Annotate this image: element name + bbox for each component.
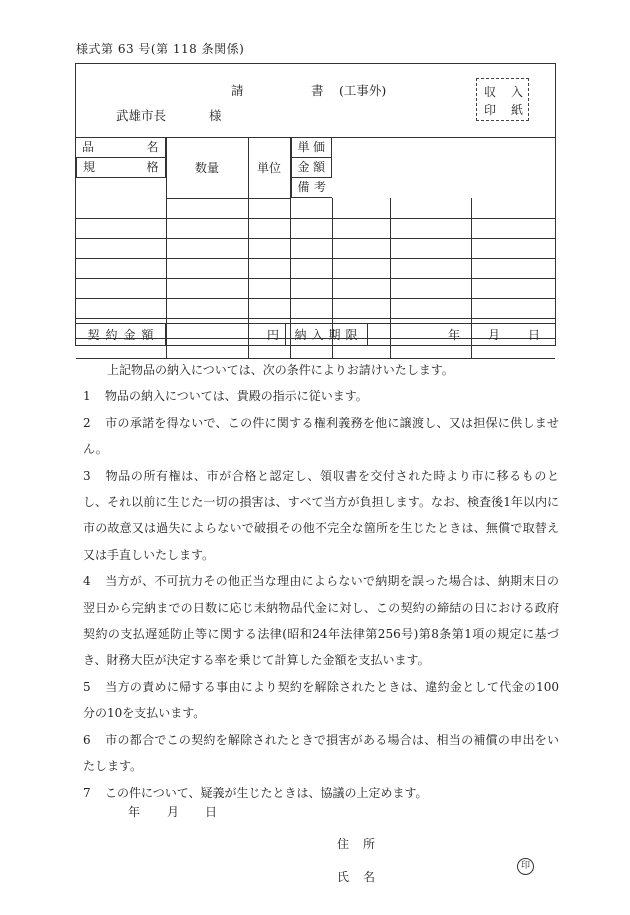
address-label: 住所: [337, 837, 390, 851]
clause-text: 市の承諾を得ないで、この件に関する権利義務を他に譲渡し、又は担保に供しません。: [83, 415, 559, 457]
stamp-char-3: 印: [484, 103, 497, 117]
table-cell: [471, 278, 555, 298]
table-cell: [290, 238, 332, 258]
addressee: [116, 106, 222, 124]
terms-intro: 上記物品の納入については、次の条件によりお請けいたします。: [107, 363, 454, 377]
table-cell: [76, 198, 166, 218]
signing-year-unit: 年: [128, 805, 141, 819]
table-cell: [332, 298, 390, 318]
table-cell: [390, 198, 471, 218]
clause-text: 物品の所有権は、市が合格と認定し、領収書を交付された時より市に移るものとし、それ以前に生じた一切の損害は、すべて当方が負担します。なお、検査後1年以内に市の故意又は過失によらないで破損その他不完全な箇所を生じたときは、無償で取替え又は手直しいたします。: [83, 468, 559, 562]
table-cell: [290, 198, 332, 218]
table-cell: [332, 238, 390, 258]
column-header-unit-price: 単 価: [291, 138, 333, 158]
table-row: [76, 258, 555, 278]
table-cell: [290, 258, 332, 278]
table-cell: [76, 258, 166, 278]
clause-text: 物品の納入については、貴殿の指示に従います。: [105, 389, 368, 404]
table-cell: [390, 238, 471, 258]
seal-mark-icon: 印: [517, 858, 534, 875]
terms-clause: [83, 727, 559, 780]
title-char-2: 書: [311, 83, 324, 98]
revenue-stamp-box: [476, 78, 529, 121]
contract-row: [76, 323, 555, 345]
table-cell: [471, 218, 555, 238]
table-cell: [248, 278, 290, 298]
table-cell: [332, 258, 390, 278]
clause-text: 市の都合でこの契約を解除されたときで損害がある場合は、相当の補償の申出をいたします。: [83, 732, 559, 774]
form-number: 様式第 63 号(第 118 条関係): [76, 42, 245, 56]
column-header-item-name: 品 名: [76, 138, 166, 158]
table-row: [76, 298, 555, 318]
table-cell: [471, 298, 555, 318]
terms-clause: [83, 780, 559, 806]
table-cell: [76, 298, 166, 318]
column-header-remarks: 備 考: [291, 178, 333, 198]
table-cell: [290, 298, 332, 318]
table-cell: [471, 238, 555, 258]
clause-number: 1: [83, 389, 91, 404]
form-header: [76, 64, 555, 138]
order-acceptance-form: [75, 63, 556, 346]
table-cell: [332, 278, 390, 298]
terms-clause: [83, 674, 559, 727]
name-label: 氏名: [337, 870, 390, 884]
clause-number: 4: [83, 574, 91, 589]
stamp-char-4: 紙: [511, 103, 524, 117]
table-cell: [76, 238, 166, 258]
table-cell: [471, 198, 555, 218]
table-row: [76, 238, 555, 258]
column-header-amount: 金 額: [291, 158, 333, 178]
title-note: (工事外): [339, 83, 387, 98]
signing-day-unit: 日: [205, 805, 218, 819]
clause-number: 6: [83, 732, 91, 747]
addressee-name: 武雄市長: [116, 108, 167, 123]
column-header-spec: 規 格: [76, 158, 166, 178]
table-cell: [76, 278, 166, 298]
table-row: [76, 218, 555, 238]
table-cell: [76, 218, 166, 238]
contract-amount-label: 契約金額: [76, 324, 166, 346]
stamp-char-1: 収: [484, 85, 497, 99]
table-cell: [248, 238, 290, 258]
table-cell: [166, 298, 248, 318]
table-cell: [471, 258, 555, 278]
clause-number: 5: [83, 679, 91, 694]
table-cell: [290, 278, 332, 298]
clause-text: この件について、疑義が生じたときは、協議の上定めます。: [105, 785, 428, 800]
table-cell: [248, 218, 290, 238]
table-row: [76, 198, 555, 218]
table-row: [76, 278, 555, 298]
clause-number: 3: [83, 468, 91, 483]
table-cell: [390, 298, 471, 318]
column-header-quantity: 数量: [166, 138, 248, 198]
table-cell: [248, 198, 290, 218]
clause-number: 7: [83, 785, 91, 800]
clause-text: 当方が、不可抗力その他正当な理由によらないで納期を誤った場合は、納期末日の翌日から完納までの日数に応じ未納物品代金に対し、この契約の締結の日における政府契約の支払遅延防止等に関する法律(昭和24年法律第256号)第8条第1項の規定に基づき、財務大臣が決定する率を乗じて計算した金額を支払います。: [83, 574, 559, 668]
table-cell: [290, 218, 332, 238]
deadline-day-unit: 日: [528, 328, 541, 342]
delivery-deadline-date: [368, 324, 555, 346]
table-cell: [332, 198, 390, 218]
table-cell: [166, 258, 248, 278]
contract-amount-yen: 円: [166, 324, 286, 346]
delivery-deadline-label: 納入期限: [286, 324, 368, 346]
stamp-char-2: 入: [511, 85, 524, 99]
table-cell: [390, 218, 471, 238]
table-cell: [248, 298, 290, 318]
terms-clause: [83, 463, 559, 569]
clause-text: 当方の責めに帰する事由により契約を解除されたときは、違約金として代金の100分の10を支払います。: [83, 679, 559, 721]
column-header-unit: 単位: [248, 138, 290, 198]
table-cell: [166, 238, 248, 258]
table-cell: [390, 258, 471, 278]
table-cell: [332, 218, 390, 238]
table-cell: [248, 258, 290, 278]
table-cell: [166, 278, 248, 298]
addressee-honorific: 様: [209, 108, 222, 123]
terms-clause: [83, 568, 559, 674]
table-cell: [166, 218, 248, 238]
signing-month-unit: 月: [167, 805, 180, 819]
clause-number: 2: [83, 415, 91, 430]
title-char-1: 請: [231, 83, 244, 98]
table-cell: [166, 198, 248, 218]
terms-clause: [83, 410, 559, 463]
terms-clause: [83, 383, 559, 409]
table-cell: [390, 278, 471, 298]
deadline-month-unit: 月: [488, 328, 501, 342]
terms-section: [83, 357, 559, 806]
deadline-year-unit: 年: [448, 328, 461, 342]
table-header-row: [76, 138, 555, 198]
